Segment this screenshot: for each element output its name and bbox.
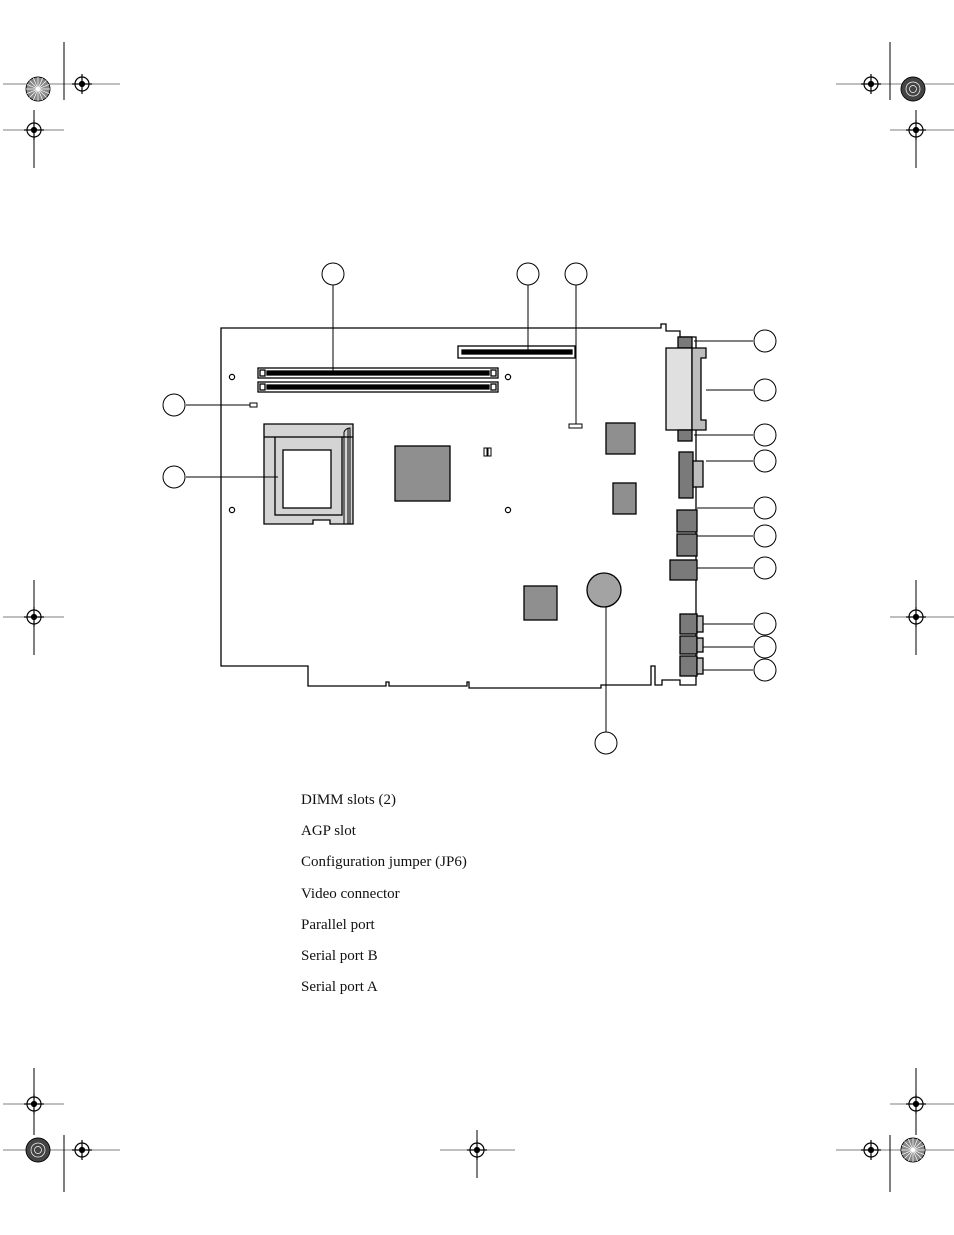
crosshair-icon: [861, 74, 881, 94]
legend-item: DIMM slots (2): [301, 792, 397, 808]
crosshair-icon: [72, 74, 92, 94]
chip-upper-right: [606, 423, 635, 454]
callout-bubble: [754, 659, 776, 681]
callout-bubble: [595, 732, 617, 754]
starburst-targets: [26, 77, 925, 1162]
callout-bubble: [163, 466, 185, 488]
callout-bubble: [754, 525, 776, 547]
crosshair-icon: [24, 1094, 44, 1114]
southbridge-chip: [524, 586, 557, 620]
legend-item: Serial port B: [301, 947, 378, 964]
starburst-icon: [26, 77, 50, 101]
motherboard: [221, 324, 706, 688]
crosshair-icon: [72, 1140, 92, 1160]
starburst-icon: [26, 1138, 50, 1162]
callout-bubble: [163, 394, 185, 416]
starburst-icon: [901, 1138, 925, 1162]
callout-bubble: [754, 557, 776, 579]
starburst-icon: [901, 77, 925, 101]
chip-right: [613, 483, 636, 514]
crosshair-icon: [24, 120, 44, 140]
crosshair-targets: [24, 74, 926, 1160]
crosshair-icon: [861, 1140, 881, 1160]
legend-item: Video connector: [301, 885, 400, 902]
crosshair-icon: [906, 607, 926, 627]
crosshair-icon: [906, 120, 926, 140]
cpu-socket: [264, 424, 353, 524]
callout-bubble: [754, 613, 776, 635]
callout-bubble: [754, 330, 776, 352]
jumper-jp6: [569, 424, 582, 428]
crosshair-icon: [24, 607, 44, 627]
callout-bubble: [565, 263, 587, 285]
crosshair-icon: [906, 1094, 926, 1114]
northbridge-chip: [395, 446, 450, 501]
legend-item: AGP slot: [301, 823, 356, 840]
callout-bubble: [517, 263, 539, 285]
callout-bubble: [754, 424, 776, 446]
rear-io-connectors: [666, 337, 706, 676]
callout-bubble: [754, 497, 776, 519]
battery: [587, 573, 621, 607]
callout-bubble: [322, 263, 344, 285]
registration-marks: [3, 42, 954, 1192]
agp-slot: [458, 346, 575, 358]
callout-bubble: [754, 450, 776, 472]
jumper-left: [250, 403, 257, 407]
legend-item: Serial port A: [301, 979, 378, 996]
legend-item: Parallel port: [301, 916, 375, 933]
callout-bubble: [754, 379, 776, 401]
component-legend: [301, 790, 467, 1008]
small-header: [484, 448, 491, 456]
legend-item: Configuration jumper (JP6): [301, 854, 467, 871]
crosshair-icon: [467, 1140, 487, 1160]
callout-bubble: [754, 636, 776, 658]
dimm-slots: [258, 368, 498, 392]
